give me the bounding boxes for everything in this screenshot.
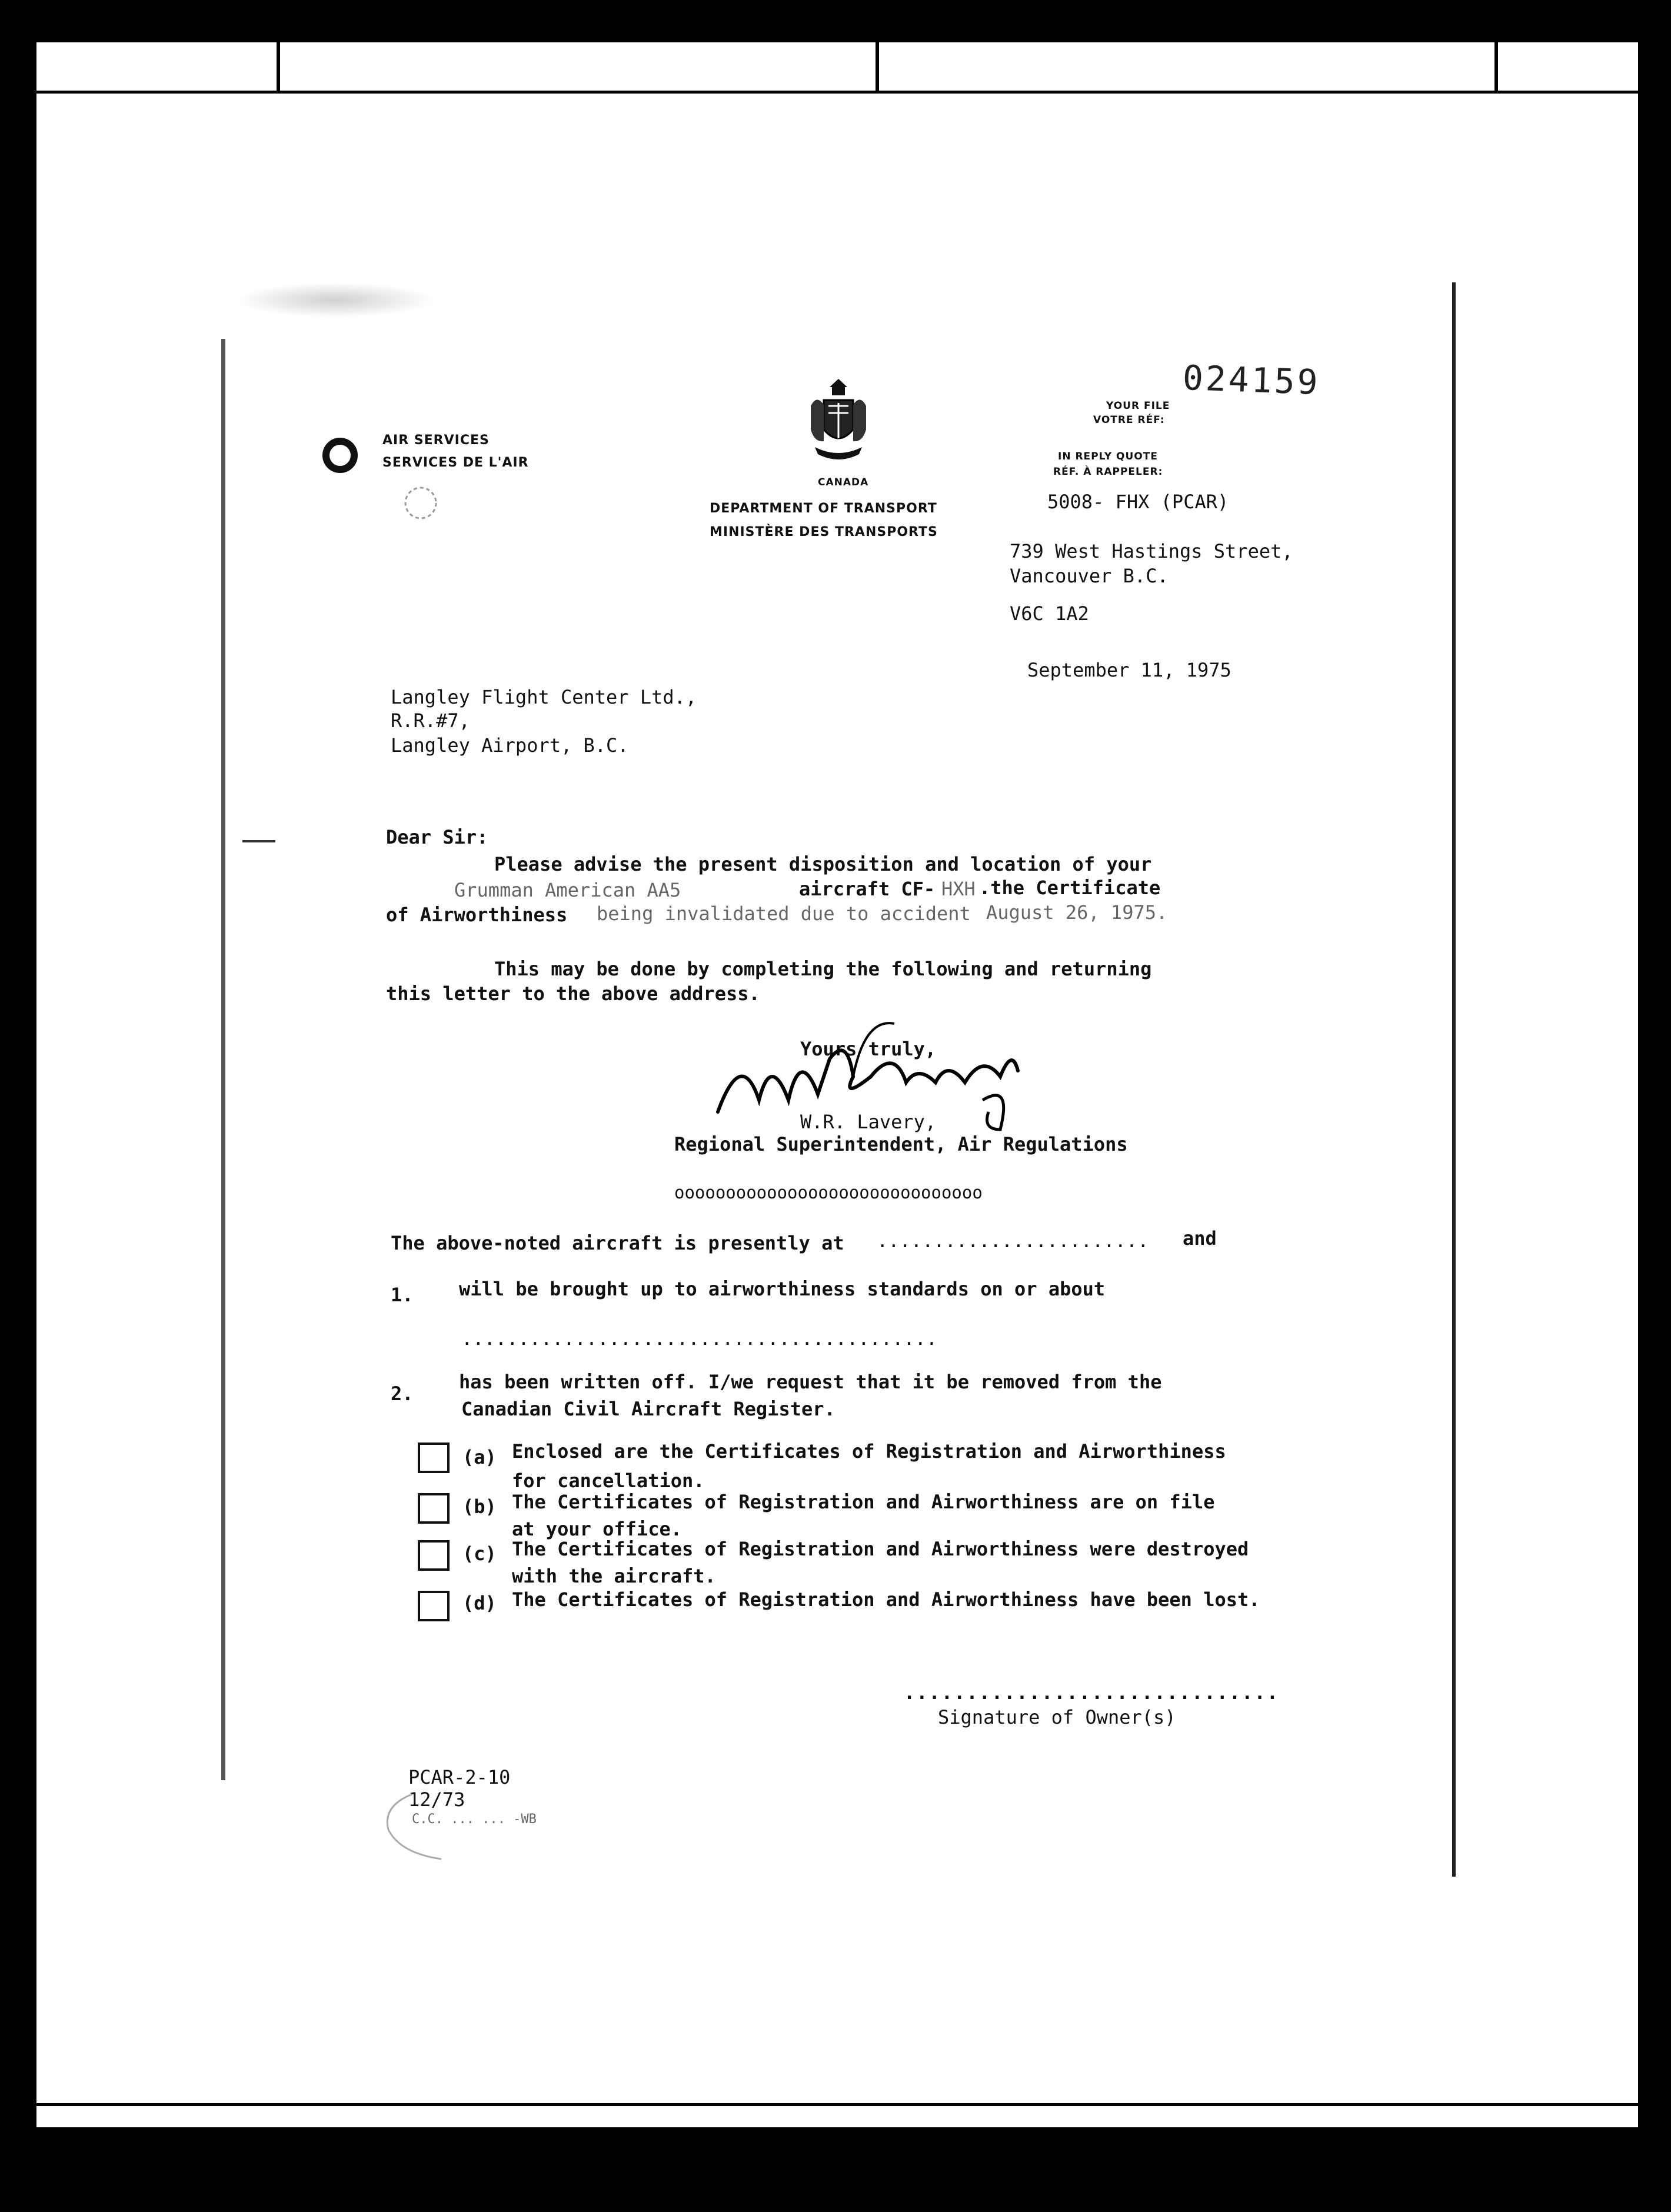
sender-postal-code: V6C 1A2 bbox=[1010, 602, 1089, 625]
option-c-checkbox[interactable] bbox=[418, 1540, 450, 1571]
option-a-line-1: Enclosed are the Certificates of Registration and Airworthiness bbox=[512, 1440, 1226, 1463]
punch-mark-icon bbox=[400, 482, 441, 524]
option-a-label: (a) bbox=[462, 1446, 497, 1468]
form-code: PCAR-2-10 bbox=[408, 1766, 511, 1788]
recipient-name: Langley Flight Center Ltd., bbox=[391, 686, 697, 708]
option-d-checkbox[interactable] bbox=[418, 1591, 450, 1621]
accident-date: August 26, 1975. bbox=[986, 901, 1168, 924]
body-aircraft-text: aircraft CF- bbox=[799, 878, 936, 900]
option-a-line-2: for cancellation. bbox=[512, 1470, 705, 1492]
valediction: Yours truly, bbox=[800, 1038, 937, 1060]
body-paragraph-2-line-1: This may be done by completing the following and returning bbox=[494, 958, 1152, 980]
option-d-line-1: The Certificates of Registration and Airworthiness have been lost. bbox=[512, 1588, 1260, 1611]
option-c-line-1: The Certificates of Registration and Airworthiness were destroyed bbox=[512, 1538, 1249, 1560]
aircraft-type: Grumman American AA5 bbox=[454, 879, 681, 901]
option-b-checkbox[interactable] bbox=[418, 1493, 450, 1524]
form-and-text: and bbox=[1183, 1227, 1217, 1250]
letter-date: September 11, 1975 bbox=[1027, 659, 1231, 681]
body-invalidated-text: being invalidated due to accident bbox=[597, 902, 971, 925]
scan-bottom-border bbox=[36, 2103, 1638, 2106]
sender-street: 739 West Hastings Street, bbox=[1010, 540, 1293, 562]
reply-quote-label-en: IN REPLY QUOTE bbox=[1058, 451, 1158, 462]
item-2-line-2: Canadian Civil Aircraft Register. bbox=[461, 1398, 836, 1420]
option-b-label: (b) bbox=[462, 1495, 497, 1518]
signer-name: W.R. Lavery, bbox=[800, 1111, 937, 1133]
canada-crest-icon bbox=[806, 377, 871, 477]
option-c-label: (c) bbox=[462, 1543, 497, 1565]
scan-edge-line bbox=[1452, 282, 1456, 1877]
department-fr: MINISTÈRE DES TRANSPORTS bbox=[710, 525, 938, 539]
form-revision-date: 12/73 bbox=[408, 1788, 465, 1811]
recipient-route: R.R.#7, bbox=[391, 709, 470, 732]
letterhead-service-fr: SERVICES DE L'AIR bbox=[382, 455, 529, 470]
item-2-number: 2. bbox=[391, 1382, 414, 1405]
body-airworthiness-text: of Airworthiness bbox=[386, 904, 568, 926]
location-fill-in[interactable]: ........................ bbox=[877, 1230, 1149, 1252]
letter-left-edge bbox=[221, 339, 225, 1780]
your-file-label-fr: VOTRE RÉF: bbox=[1093, 414, 1165, 426]
recipient-location: Langley Airport, B.C. bbox=[391, 734, 629, 757]
date-fill-in[interactable]: .......................................... bbox=[461, 1327, 938, 1350]
printer-note: C.C. ... ... -WB bbox=[412, 1812, 537, 1827]
border-tick bbox=[1494, 42, 1498, 93]
option-b-line-1: The Certificates of Registration and Airworthiness are on file bbox=[512, 1491, 1215, 1513]
option-d-label: (d) bbox=[462, 1592, 497, 1614]
item-2-line-1: has been written off. I/we request that it be removed from the bbox=[459, 1371, 1162, 1393]
scan-smudge bbox=[235, 282, 435, 318]
border-tick bbox=[876, 42, 879, 93]
reply-reference: 5008- FHX (PCAR) bbox=[1047, 491, 1229, 513]
body-certificate-text: .the Certificate bbox=[979, 877, 1161, 899]
your-file-label-en: YOUR FILE bbox=[1106, 400, 1170, 412]
department-en: DEPARTMENT OF TRANSPORT bbox=[710, 501, 937, 516]
option-c-line-2: with the aircraft. bbox=[512, 1565, 716, 1587]
footer-smudge-mark bbox=[377, 1788, 553, 1871]
form-location-prompt: The above-noted aircraft is presently at bbox=[391, 1232, 844, 1254]
crest-label: CANADA bbox=[818, 477, 869, 488]
sender-city: Vancouver B.C. bbox=[1010, 565, 1169, 587]
file-stamp-number: 024159 bbox=[1181, 357, 1321, 403]
aircraft-registration: HXH bbox=[941, 878, 976, 900]
body-paragraph-2-line-2: this letter to the above address. bbox=[386, 982, 760, 1005]
salutation: Dear Sir: bbox=[386, 826, 488, 848]
signer-title: Regional Superintendent, Air Regulations bbox=[674, 1133, 1128, 1155]
separator-line: oooooooooooooooooooooooooooooo bbox=[674, 1182, 983, 1202]
option-a-checkbox[interactable] bbox=[418, 1443, 450, 1473]
option-b-line-2: at your office. bbox=[512, 1518, 682, 1540]
border-tick bbox=[277, 42, 280, 93]
fold-mark bbox=[242, 840, 275, 842]
punch-hole-icon bbox=[321, 437, 359, 474]
owner-signature-label: Signature of Owner(s) bbox=[938, 1706, 1176, 1728]
item-1-number: 1. bbox=[391, 1284, 414, 1306]
owner-signature-line[interactable]: .............................. bbox=[904, 1681, 1279, 1704]
body-paragraph-1-line-1: Please advise the present disposition and location of your bbox=[494, 853, 1152, 875]
reply-quote-label-fr: RÉF. À RAPPELER: bbox=[1053, 466, 1163, 478]
letterhead-service-en: AIR SERVICES bbox=[382, 433, 490, 448]
item-1-text: will be brought up to airworthiness standards on or about bbox=[459, 1278, 1106, 1300]
